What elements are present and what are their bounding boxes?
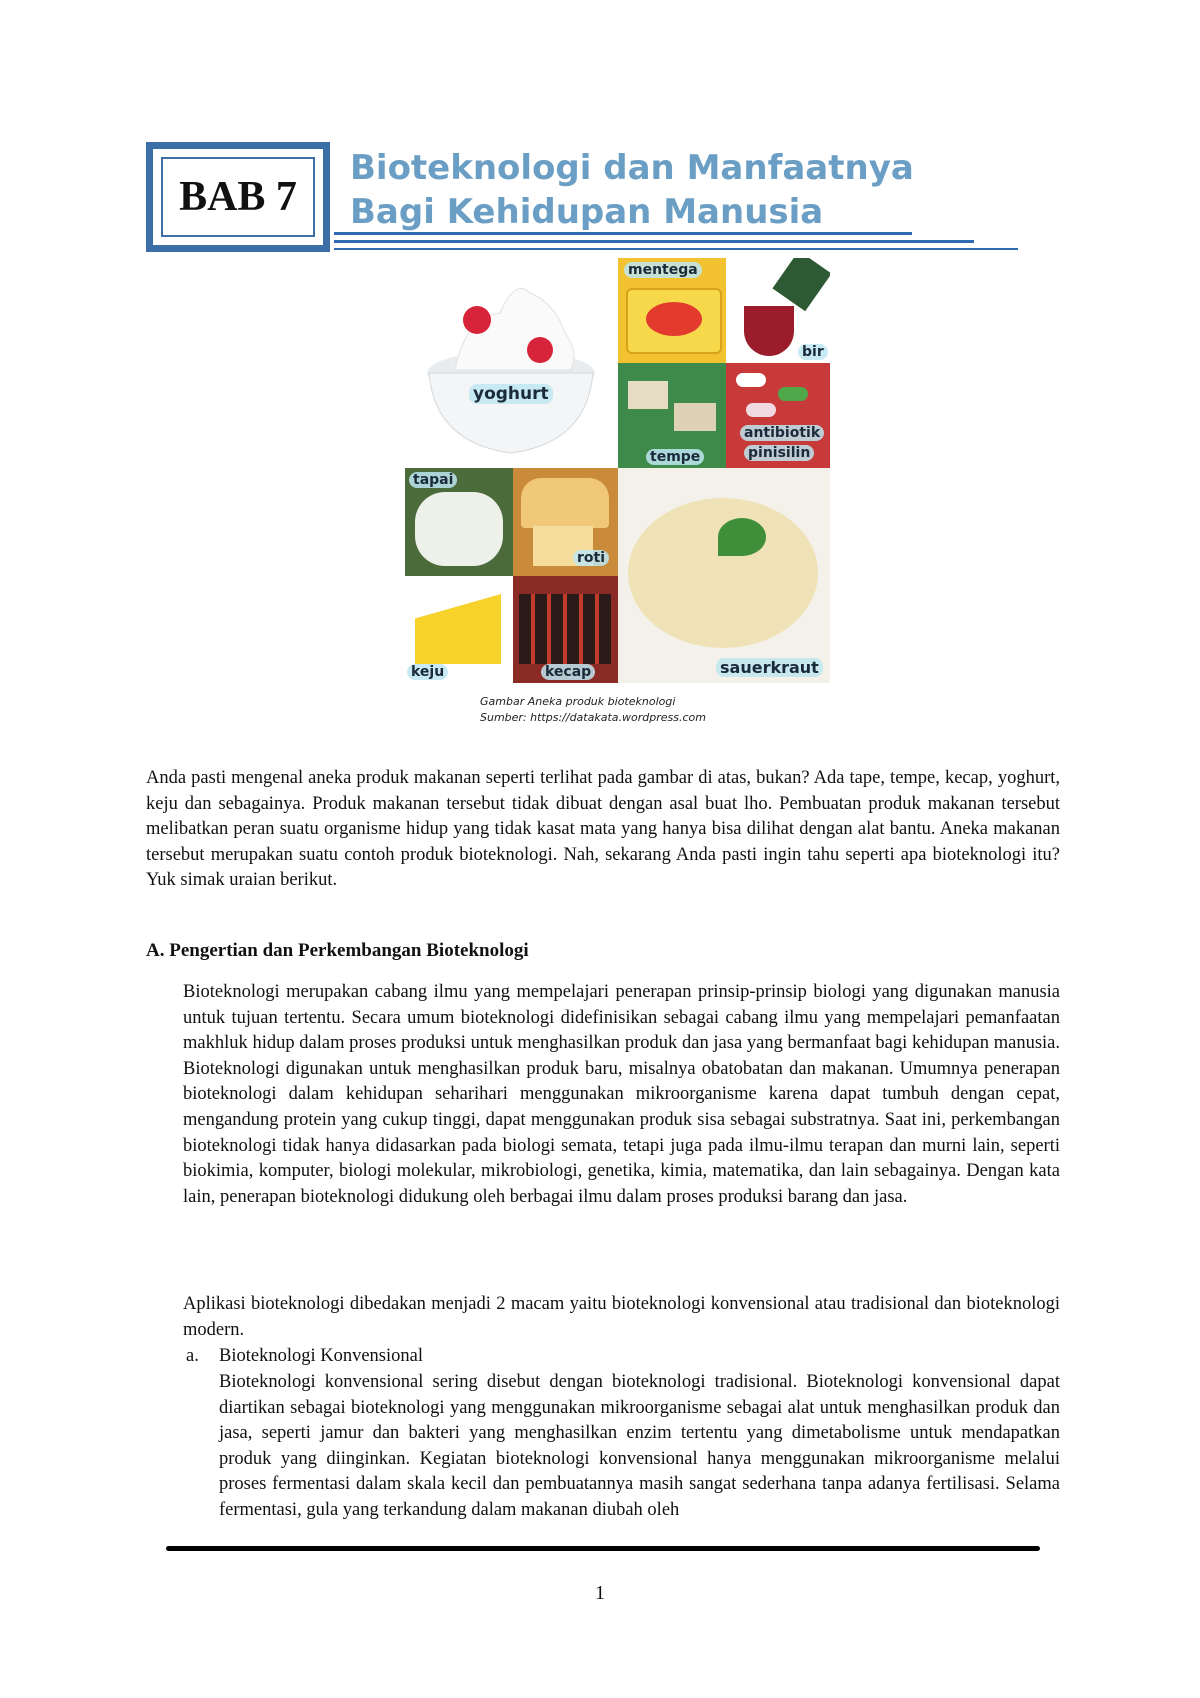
item-a-text: Bioteknologi konvensional sering disebut dengan bioteknologi tradisional. Bioteknologi konvensional dapat diartikan sebagai bioteknologi yang menggunakan mikroorganisme sebagai alat untuk menghasilkan produk dan jasa, seperti jamur dan bakteri yang menghasilkan enzim tertentu yang dimetabolisme untuk mendapatkan produk yang diinginkan. Kegiatan bioteknologi konvensional hanya menggunakan mikroorganisme melalui proses fermentasi dalam skala kecil dan pembuatannya masih sangat sederhana tanpa adanya fertilisasi. Selama fermentasi, gula yang terkandung dalam makanan diubah oleh — [219, 1372, 1060, 1520]
chapter-title — [350, 146, 1030, 234]
label-bir: bir — [798, 344, 828, 360]
yoghurt-illustration — [405, 258, 618, 468]
roti-image — [513, 468, 618, 576]
title-rule-1 — [334, 232, 912, 235]
keju-image — [405, 576, 513, 683]
parsley-leaf — [718, 518, 766, 556]
label-sauerkraut: sauerkraut — [716, 658, 823, 677]
chapter-title-line2: Bagi Kehidupan Manusia — [350, 192, 824, 232]
title-rule-2 — [334, 240, 974, 243]
label-mentega: mentega — [624, 262, 702, 278]
section-a-heading: A. Pengertian dan Perkembangan Bioteknologi — [146, 940, 529, 961]
item-a-title: Bioteknologi Konvensional — [219, 1346, 423, 1366]
chapter-badge — [146, 142, 330, 252]
kecap-bottles — [519, 594, 611, 664]
sauerkraut-image — [618, 468, 830, 683]
tempe-image — [618, 363, 726, 468]
butter-brand — [646, 302, 702, 336]
label-pinisilin: pinisilin — [744, 445, 814, 461]
title-rule-3 — [334, 248, 1018, 250]
item-a-marker: a. — [186, 1346, 199, 1366]
bir-image — [726, 258, 830, 363]
tapai-image — [405, 468, 513, 576]
antibiotik-image — [726, 363, 830, 468]
caption-title: Gambar Aneka produk bioteknologi — [480, 695, 676, 708]
figure-caption — [480, 694, 800, 726]
chapter-title-line1: Bioteknologi dan Manfaatnya — [350, 148, 914, 188]
pill-3 — [746, 403, 776, 417]
label-yoghurt: yoghurt — [469, 384, 553, 404]
sauerkraut-bowl — [628, 498, 818, 648]
label-kecap: kecap — [541, 664, 595, 680]
cheese-wedge — [415, 594, 501, 664]
pill-1 — [736, 373, 766, 387]
tapai-pile — [415, 492, 503, 566]
product-collage — [405, 258, 830, 683]
caption-source: Sumber: https://datakata.wordpress.com — [480, 711, 706, 724]
kecap-image — [513, 576, 618, 683]
tempe-block-2 — [674, 403, 716, 431]
label-antibiotik: antibiotik — [740, 425, 824, 441]
wine-glass — [744, 306, 794, 356]
label-tapai: tapai — [409, 472, 457, 488]
tempe-block-1 — [628, 381, 668, 409]
label-tempe: tempe — [646, 449, 704, 465]
bottle — [772, 258, 830, 311]
yoghurt-image — [405, 258, 618, 468]
label-roti: roti — [573, 550, 609, 566]
page-number: 1 — [595, 1582, 605, 1604]
label-keju: keju — [407, 664, 448, 680]
section-a-paragraph-1: Bioteknologi merupakan cabang ilmu yang mempelajari penerapan prinsip-prinsip biologi yang digunakan manusia untuk tujuan tertentu. Secara umum bioteknologi didefinisikan sebagai cabang ilmu yang mempelajari pemanfaatan makhluk hidup dalam proses produksi untuk menghasilkan produk dan jasa yang bermanfaat bagi kehidupan manusia. Bioteknologi digunakan untuk menghasilkan produk baru, misalnya obatobatan dan makanan. Umumnya penerapan bioteknologi dalam kehidupan seharihari menggunakan mikroorganisme karena dapat tumbuh dengan cepat, mengandung protein yang cukup tinggi, dapat menggunakan produk sisa sebagai substratnya. Saat ini, perkembangan bioteknologi tidak hanya didasarkan pada biologi semata, tetapi juga pada ilmu-ilmu terapan dan murni lain, seperti biokimia, komputer, biologi molekular, mikrobiologi, genetika, kimia, matematika, dan lain sebagainya. Dengan kata lain, penerapan bioteknologi didukung oleh berbagai ilmu dalam proses produksi barang dan jasa. — [183, 982, 1060, 1207]
pill-2 — [778, 387, 808, 401]
mentega-image — [618, 258, 726, 363]
chapter-label: BAB 7 — [161, 157, 315, 237]
footer-rule — [166, 1546, 1040, 1551]
bread-loaf — [521, 478, 609, 528]
intro-paragraph: Anda pasti mengenal aneka produk makanan seperti terlihat pada gambar di atas, bukan? Ada tape, tempe, kecap, yoghurt, keju dan sebagainya. Produk makanan tersebut tidak dibuat dengan asal buat lho. Pembuatan produk makanan tersebut melibatkan peran suatu organisme hidup yang tidak kasat mata yang hanya bisa dilihat dengan alat bantu. Aneka makanan tersebut merupakan suatu contoh produk bioteknologi. Nah, sekarang Anda pasti ingin tahu seperti apa bioteknologi itu? Yuk simak uraian berikut. — [146, 768, 1060, 891]
section-a-paragraph-2: Aplikasi bioteknologi dibedakan menjadi 2 macam yaitu bioteknologi konvensional atau tradisional dan bioteknologi modern. — [183, 1294, 1060, 1340]
